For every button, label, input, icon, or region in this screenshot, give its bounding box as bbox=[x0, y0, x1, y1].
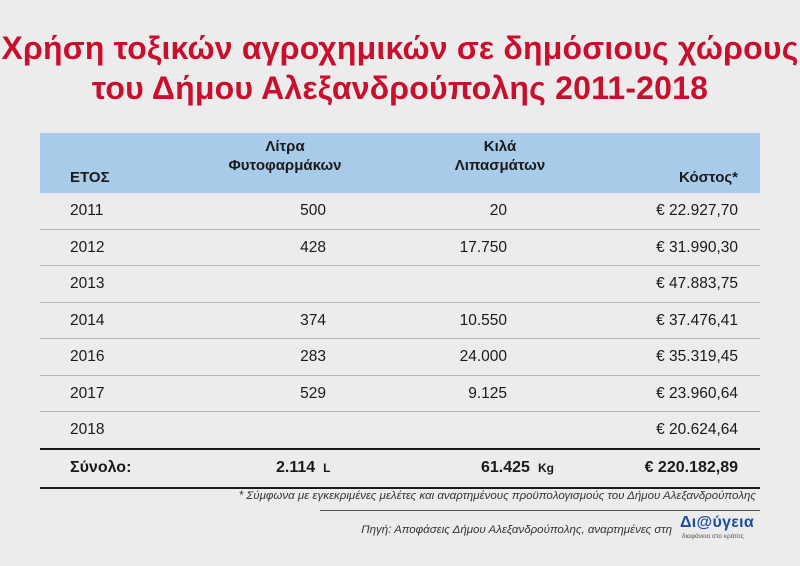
title-line-2: του Δήμου Αλεξανδρούπολης 2011-2018 bbox=[91, 70, 709, 106]
cell-year: 2018 bbox=[70, 421, 105, 438]
total-row bbox=[40, 448, 760, 489]
cell-cost: € 35.319,45 bbox=[656, 348, 738, 365]
cell-year: 2014 bbox=[70, 311, 105, 329]
table-row bbox=[40, 339, 760, 376]
cell-cost: € 47.883,75 bbox=[656, 275, 738, 292]
header-year: ΕΤΟΣ bbox=[70, 169, 110, 186]
data-table bbox=[40, 133, 760, 489]
header-liters-line1: Λίτρα bbox=[265, 138, 305, 155]
table-header bbox=[40, 133, 760, 193]
cell-cost: € 22.927,70 bbox=[656, 202, 738, 219]
header-liters bbox=[195, 137, 375, 175]
table-row bbox=[40, 193, 760, 230]
cell-year: 2013 bbox=[70, 275, 105, 292]
source-note: Πηγή: Αποφάσεις Δήμου Αλεξανδρούπολης, αναρτημένες στη bbox=[361, 524, 672, 536]
total-kg-value: 61.425 bbox=[481, 458, 530, 476]
cell-kg: 20 bbox=[489, 202, 507, 219]
header-kg bbox=[430, 137, 570, 175]
logo-part2: ύγεια bbox=[712, 514, 755, 531]
cell-liters: 374 bbox=[300, 311, 326, 329]
table-row bbox=[40, 376, 760, 413]
diavgeia-logo bbox=[680, 514, 770, 548]
logo-at-icon: @ bbox=[696, 514, 713, 531]
total-liters-value: 2.114 bbox=[276, 458, 316, 476]
header-kg-line2: Λιπασμάτων bbox=[454, 157, 546, 174]
cell-year: 2016 bbox=[70, 348, 105, 365]
cell-year: 2011 bbox=[70, 202, 104, 219]
cell-kg: 9.125 bbox=[468, 384, 507, 402]
cell-kg: 10.550 bbox=[459, 311, 507, 329]
cell-cost: € 31.990,30 bbox=[656, 238, 738, 256]
header-kg-line1: Κιλά bbox=[483, 138, 517, 155]
header-cost: Κόστος* bbox=[679, 169, 738, 186]
total-kg bbox=[481, 450, 554, 486]
title-line-1: Χρήση τοξικών αγροχημικών σε δημόσιους χώρους bbox=[1, 30, 799, 66]
header-liters-line2: Φυτοφαρμάκων bbox=[228, 157, 342, 174]
logo-part1: Δι bbox=[680, 514, 697, 531]
cell-liters: 500 bbox=[300, 202, 326, 219]
total-cost: € 220.182,89 bbox=[644, 458, 738, 476]
total-kg-unit: Kg bbox=[537, 460, 554, 475]
cell-liters: 283 bbox=[300, 348, 326, 365]
logo-tagline: διαφάνεια στο κράτος bbox=[682, 533, 744, 540]
cell-liters: 428 bbox=[300, 238, 326, 256]
cell-year: 2017 bbox=[70, 384, 105, 402]
cell-kg: 24.000 bbox=[459, 348, 507, 365]
cell-cost: € 23.960,64 bbox=[656, 384, 738, 402]
table-row bbox=[40, 303, 760, 340]
footnote-divider bbox=[320, 510, 760, 511]
cell-liters: 529 bbox=[300, 384, 326, 402]
table-row bbox=[40, 412, 760, 448]
cell-cost: € 20.624,64 bbox=[656, 421, 738, 438]
total-label: Σύνολο: bbox=[70, 458, 132, 476]
total-liters-unit: L bbox=[323, 460, 331, 475]
table-row bbox=[40, 266, 760, 303]
footnote: * Σύμφωνα με εγκεκριμένες μελέτες και αναρτημένους προϋπολογισμούς του Δήμου Αλεξανδρούπολης bbox=[238, 490, 756, 502]
cell-cost: € 37.476,41 bbox=[656, 311, 738, 329]
cell-year: 2012 bbox=[70, 238, 105, 256]
page-title bbox=[0, 28, 800, 108]
cell-kg: 17.750 bbox=[459, 238, 507, 256]
logo-wordmark bbox=[680, 514, 770, 532]
total-liters bbox=[276, 450, 331, 486]
table-row bbox=[40, 230, 760, 267]
